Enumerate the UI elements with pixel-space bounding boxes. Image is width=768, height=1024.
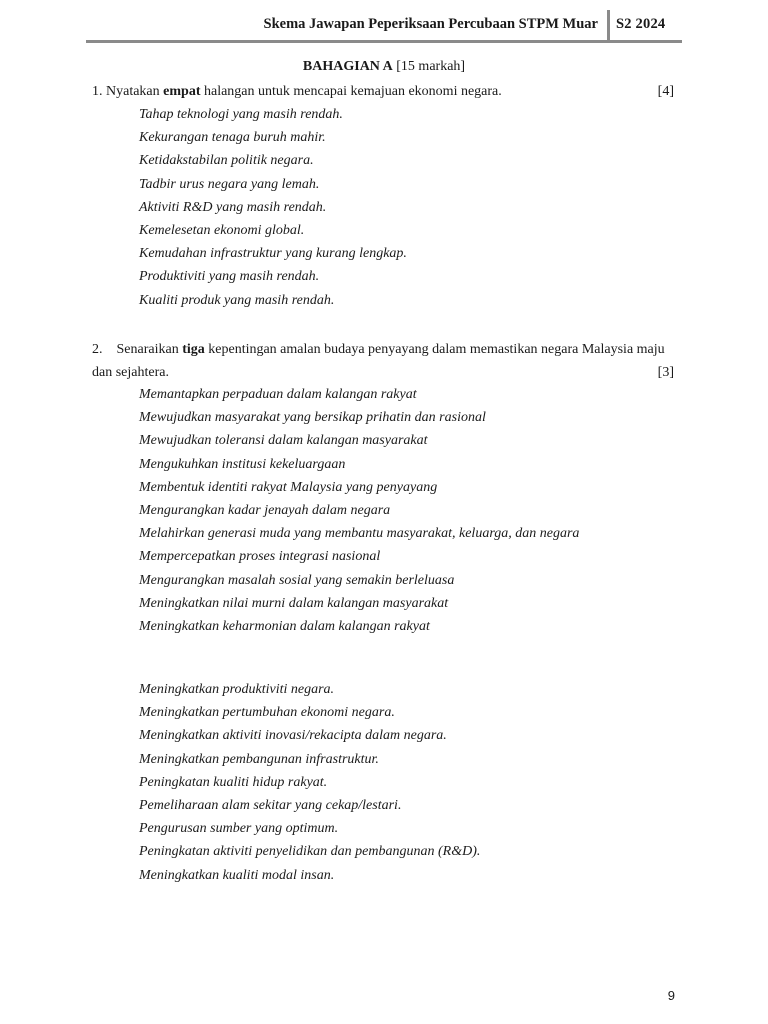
answer-item: Kekurangan tenaga buruh mahir. xyxy=(139,130,326,146)
answer-item: Pengurusan sumber yang optimum. xyxy=(139,821,339,837)
answer-item: Mewujudkan toleransi dalam kalangan masyarakat xyxy=(139,433,428,449)
answer-item: Mengurangkan kadar jenayah dalam negara xyxy=(139,502,391,518)
question-3-answers xyxy=(139,681,480,890)
section-title-marks: [15 markah] xyxy=(392,59,466,74)
answer-item: Melahirkan generasi muda yang membantu masyarakat, keluarga, dan negara xyxy=(139,526,580,542)
question-2-mark: [3] xyxy=(657,365,674,380)
answer-item: Meningkatkan kualiti modal insan. xyxy=(139,867,335,883)
answer-item: Kemudahan infrastruktur yang kurang lengkap. xyxy=(139,246,407,262)
page-header xyxy=(86,8,682,43)
answer-item: Kualiti produk yang masih rendah. xyxy=(139,292,335,308)
section-title-bold: BAHAGIAN A xyxy=(302,59,393,74)
answer-item: Meningkatkan pembangunan infrastruktur. xyxy=(139,751,379,767)
question-1-prefix: 1. Nyatakan xyxy=(92,84,164,99)
answer-item: Mengurangkan masalah sosial yang semakin berleluasa xyxy=(139,572,455,588)
header-title: Skema Jawapan Peperiksaan Percubaan STPM Muar xyxy=(263,16,598,32)
answer-item: Mempercepatkan proses integrasi nasional xyxy=(139,549,381,565)
question-2-answers xyxy=(139,386,579,641)
answer-item: Peningkatan aktiviti penyelidikan dan pembangunan (R&D). xyxy=(139,844,481,860)
answer-item: Tahap teknologi yang masih rendah. xyxy=(139,107,343,122)
answer-item: Meningkatkan aktiviti inovasi/rekacipta dalam negara. xyxy=(139,728,447,744)
answer-item: Meningkatkan pertumbuhan ekonomi negara. xyxy=(139,705,395,721)
answer-item: Produktiviti yang masih rendah. xyxy=(139,269,320,285)
answer-item: Peningkatan kualiti hidup rakyat. xyxy=(139,774,328,790)
answer-item: Memantapkan perpaduan dalam kalangan rakyat xyxy=(139,387,417,402)
answer-item: Pemeliharaan alam sekitar yang cekap/lestari. xyxy=(139,797,402,813)
answer-item: Aktiviti R&D yang masih rendah. xyxy=(139,199,327,215)
question-2-text: kepentingan amalan budaya penyayang dalam memastikan negara Malaysia maju xyxy=(204,342,665,357)
answer-item: Tadbir urus negara yang lemah. xyxy=(139,176,320,192)
answer-item: Meningkatkan nilai murni dalam kalangan masyarakat xyxy=(139,595,449,611)
answer-item: Mewujudkan masyarakat yang bersikap prihatin dan rasional xyxy=(139,410,486,426)
question-2 xyxy=(92,341,674,359)
answer-item: Meningkatkan produktiviti negara. xyxy=(139,682,335,697)
answer-item: Mengukuhkan institusi kekeluargaan xyxy=(139,456,346,472)
page-number: 9 xyxy=(667,988,675,1003)
question-1-text: halangan untuk mencapai kemajuan ekonomi negara. xyxy=(200,84,502,99)
section-title xyxy=(0,59,768,75)
question-2-line-2: dan sejahtera. xyxy=(92,365,169,380)
header-separator xyxy=(607,10,610,40)
question-1-bold: empat xyxy=(163,84,201,99)
header-code: S2 2024 xyxy=(616,16,666,32)
question-1 xyxy=(92,83,674,101)
question-1-mark: [4] xyxy=(657,84,674,99)
question-2-prefix: 2. Senaraikan xyxy=(92,342,183,357)
answer-item: Membentuk identiti rakyat Malaysia yang penyayang xyxy=(139,479,438,495)
answer-item: Kemelesetan ekonomi global. xyxy=(139,222,305,238)
answer-item: Ketidakstabilan politik negara. xyxy=(139,153,314,169)
answer-item: Meningkatkan keharmonian dalam kalangan rakyat xyxy=(139,618,430,634)
question-2-bold: tiga xyxy=(182,342,205,357)
question-1-answers xyxy=(139,106,407,315)
